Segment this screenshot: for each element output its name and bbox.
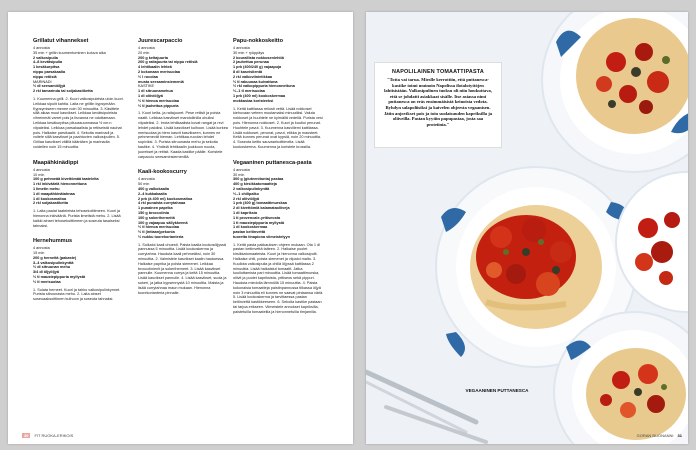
recipe-servings: 4 annosta [33,246,50,251]
ingredient: ½–1 chilipalko [233,191,259,196]
ingredient: 2 jauhettua perunaa [233,60,269,65]
ingredient: ½ dl sitruunan mehu [33,265,71,270]
ingredient: 3/4 dl öljyöljyä [33,270,59,275]
recipe-title: Grillatut vihannekset [33,38,89,44]
ingredient: 1 prk (400 ml) kookoskermaa [233,93,286,98]
ingredient: tuoretta tinapiona viimeistelyyn [233,234,290,239]
recipe-time: 50 min [138,182,150,187]
ingredient: nippu retiisiä [33,74,57,79]
ingredient: 1 dl kookosmaitoa [33,196,67,201]
ingredient: ½ dl seesamiöljyä [33,84,66,89]
photographer-name: GORAN BUONANNI [636,433,674,438]
recipe-servings: 4 annosta [233,46,250,50]
ingredient: ½ tl rakuunaa kuivattuna [233,79,278,84]
right-page [366,12,688,444]
ingredient: ½ rkl valkopippuria hienonnettuna [233,84,295,89]
ingredient: ½ l rucolaa [138,74,158,79]
recipe-title: Vegaaninen puttanesca-pasta [233,159,312,166]
ingredient: 400 g valkokaalia [138,186,170,191]
ingredient: 8 dl kasvislientä [233,69,263,74]
page-folio-right [637,433,682,438]
recipe-hernehummus [33,238,125,302]
recipe-title: Kaali-kookoscurry [138,169,187,176]
ingredient: ½–1 tl merisuolaa [233,89,265,94]
recipe-column-1 [33,38,125,438]
recipe-servings: 4 annosta [138,177,155,182]
recipe-column-2 [138,38,230,438]
recipe-time: 15 min [33,251,45,256]
recipe-title: Papu-nokkoskeitto [233,38,284,44]
recipe-method: 1. Suikaloi kaali ohuesti. Paista kaalia kookosöljyssä pannussa 5 minuuttia. Lisää kookoskerma ja currytahna. Hauduta kaali pehmeäksi, noin 30 minuuttia. 2. Valmistele kasvikset kaalin hautuessa. Halkaise paprika ja poista siemenet. Leikkaa broccolinienit ja sokeriherneet. 3. Lisää kasvikset pannulle. Kuumenna currya ja keitä 15 minuuttia. Lisää kasvikset pannulle. 4. Lisää kasvikset, suola ja sokeri, ja jatka kypsennystä 10 minuuttia. Maista ja lisää currytahnaa maun mukaan. Hienonna tuorekorianteria pinnalle. [138,242,227,295]
ingredient: 1 dl maapähkinätahnaa [33,191,75,196]
ingredient: 2 kokonaan merisuolaa [138,69,180,74]
ingredient-section-label: MARINADI [33,79,52,84]
ingredient: 2 valkosipulinkynttä [233,186,270,191]
ingredient: 200 g keltajuurta [138,55,168,60]
ingredient: 1 dl kapriksia [233,210,258,215]
recipe-title: Juurescarpaccio [138,38,183,44]
ingredient: 2 prk (à 400 ml) kookosmaitoa [138,196,193,201]
page-number: 31 [677,433,682,438]
ingredient: 2 rkl soijakastiketta [33,201,69,206]
ingredient: 100 g pehmeää kivettömää taateleita [33,177,99,182]
recipe-time: 35 min + grillin kuumentuminen kuluva aika [33,50,106,55]
ingredient: 2 valkosipulia [33,55,58,60]
ingredient: 1 dl kookoskermaa [233,225,268,230]
ingredient: 2–4 kukkakaalia [138,191,167,196]
recipe-time: 20 min [138,50,150,55]
ingredient: ½ tl maustepippuria myllystä [33,275,86,280]
ingredient: ½ tl jauhettua pippuria [138,103,179,108]
ingredient: 300 g (gluteenitonta) pastaa [233,177,284,182]
recipe-servings: 4 annosta [138,46,155,50]
recipe-juurescarpaccio [138,38,230,159]
ingredient: 1 dl sitruunamehua [138,89,173,94]
recipe-method: 1. Keitä pasta pakkauksen ohjeen mukaan. Ota 1 dl pastan keitinvettä talteen. 2. Halkaise puolet kirsikkatomaateista. Kuori ja hienonna valkosipulit. Halkaise chili, poista siemenet ja viipaloi malto. 3. Kuullota valkosipulia ja chiliä öljyssä kattilassa 2 minuuttia. Lisää halkaistut tomaatit. Jatka kuullottamista pari minuuttia. Lisää tomaattimurska, oliivit ja puolet kapriksista, yrttiseos sekä pippuri. Hauduta miedolla lämmöllä 15 minuuttia. 4. Paista kokonaisia tomaatteja paistinpannussa tilkassa öljyä noin 3 minuuttia eli kunnes ne saavat pintaansa väriä. 5. Lisää kookoskerma ja tarvittaessa pastan keitinvettä kastikkeeseen. 6. Sekoita kastike pastaan tai tarjoa erikseen. Viimeistele annokset kapriksilla, paistetuilla tomaateilla ja hienonnetuilla timjamilla. [233,242,324,314]
recipe-maapahkinadippi [33,160,125,229]
recipe-vegaaninen-puttanesca [233,160,325,315]
ingredient-section-label: KASTIKE [138,84,155,89]
recipe-time: 30 min [233,172,245,177]
ingredient: 1 dl oliiviöljyä [138,93,163,98]
recipe-method: 1. Kuori kelta- ja raitajuuret. Pese retiisit ja poista naatit. Leikkaa kasvikset mandoliinilla ohuiksi viipaleiksi. 2. Irrota lehtikaalista kovat rangat ja revi lehdet paloiksi. Lisää kasvikset kulhoon. Lisää korkea merisuolaa ja hiero kasvit kasvikseen, kunnes ne pehmenevät hieman. Lehtikaa-rucolan lehdet sopiviksi. 3. Purista sitruunasta mehu ja sekoita kastike. 4. Yhdistä lehtikaalin joukkoon rucola, juurekset ja retiisit. Kaada kastike päälle. Koristele carpaccio seesaminsiemenillä. [138,111,228,159]
ingredient: 2 rkl valkoviinietikkaa [233,74,273,79]
ingredient: 150 g broccolinia [138,210,170,215]
page-folio-left [22,433,73,438]
ingredient: 400 g kirsikkatomaatteja [233,182,277,187]
recipe-column-3 [233,38,325,438]
recipe-method: 1. Laita paalat taateleista tehosekoittimeen. Kuori ja hienonna inkivääriä. Purista limetistä mehu. 2. Lisää kaikki ainset tehosekoittimeen ja soseuta tasaiseksi tahnaksi. [33,209,121,228]
ingredient: 1 punainen paprika [138,206,173,211]
recipe-method: 1. Kuumenna grilli. 2. Kuori valkosipuleista uloin kuori. Leikkaa sipulit kahtia. Laita ne grilliin kypsymään. Kypsymiseen menee noin 30 minuuttia. 3. Käsittele sillä aikaa muut kasvikset. Leikkaa kevätsipuleista vihreinmät varret pois ja lisvanna ne odottamaan. Leikkaa kesäkurpitsa pituussuunnassa ½ cm:n viipaleiksi. Leikkaa parsakaalista ja retiiseistä nauhat pois. Halkaise parsikaalit. 4. Sekoita marinadi ja voitele sillä kasvikset ja paahtuvien valkosipulien. 5. Grillaa kasvikset välillä kääntäen ja marinadia voidellen noin 15 minuuttia. [33,96,124,149]
ingredient: 4 lehtikaalin lehteä [138,65,172,70]
intro-callout [374,62,502,148]
ingredient: 1 rkl inkivääriä hienonnettuna [33,182,87,187]
ingredient: ½ tl hienoa merisuolaa [138,98,179,103]
ingredient: 200 g herneitä (pakaste) [33,255,77,260]
ingredient: 3–4 valkosipulinkynttä [33,260,74,265]
ingredient: 4 rkl punaista currytahnaa [138,201,186,206]
section-name: FIT RUOKA-ERIKOIS [34,433,74,438]
callout-text: "Totta vai tarua. Mieslle kerrottiin, että puttanesca-kastike toimi muinoin Napolissa ilotalotyttöjen lahtisistään. Valkosipulinen tuoksu oli niin houkuttava, että se johdatti asiakkaat sisälle. Itse asiassa nimi puttanesca on eräs ensimmäisistä keinoista vedota. Ryhdyn salapoliisiksi ja kaivelen ohjeesta vegaanisen. Jätin anjovikset pois ja toin suolaisuuden kapriksilla ja oliiveilla. Pastan kyytiin papupastaa, josta saa proteiinia." [383,77,493,127]
ingredient: 100 g sokeriherneitä [138,215,175,220]
recipe-papu-nokkoskeitto [233,38,325,150]
photo-caption: VEGAANINEN PUTTANESCA [465,388,529,393]
recipe-title: Hernehummus [33,238,73,245]
recipe-title: Maapähkinädippi [33,159,79,166]
recipe-servings: 4 annosta [33,167,50,172]
recipe-servings: 4 annosta [33,46,50,50]
ingredient: 1 limetin mehu [33,186,60,191]
ingredient: 4–8 kevätsipulia [33,60,63,65]
ingredient: 2 dl kivettömiä kalamataoliiveja [233,206,290,211]
recipe-servings: 4 annosta [233,167,250,172]
ingredient: ½ tl merisuolaa [33,279,61,284]
ingredient: ½ tl (intiaan)pekonia [138,230,175,235]
ingredient: 2 rkl tamarinda tai soijakastiketta [33,89,93,94]
ingredient: 2 rkl oliiviöljyä [233,196,260,201]
ingredient: 1 tl maustepippuria myllystä [233,220,285,225]
plate-top-right [542,12,688,172]
recipe-grillatut-vihannekset [33,38,125,150]
recipe-time: 30 min + ryöppäys [233,50,265,55]
left-page [8,12,353,444]
recipe-method: 1. Sulata herneet. Kuori ja tahko valkosipulinkynnet. Purista sitruunasta mehu. 2. Laita ainset soseuaaksoittimen kulhoon ja soseuta tahnaksi. [33,287,121,302]
ingredient: 200 g raitajuurta tai nippu retiisiä [138,60,198,65]
recipe-time: 10 min [33,172,45,177]
ingredient: mokkasiaa koristeeksi [233,98,274,103]
ingredient: pastan keitinvettä [233,230,266,235]
ingredient: 100 g vajaapuu säilykkeenä [138,220,188,225]
recipe-kaali-kookoscurry [138,169,230,295]
ingredient: 1 prk (400 g) tomaattimurskaa [233,201,287,206]
ingredient: musta seesaminsiemeniä [138,79,184,84]
fork-icon [366,372,486,442]
recipe-method: 1. Keitä kattilassa reilusti vettä. Lisää nokkoset kiehuvaan veteen muutamaksi minuutiksi. Valuta nokkoset ja huuhtele ne kylmällä vedellä. Purista vesi pois. Hienonna nokkoset. 2. Kuori ja kuutioi perunat. Huuhtele pavut. 3. Kuumenna kasviliemi kattilassa. Lisää nokkoset, perunat, pavut, etikka ja mausteet. Keitä kunnes perunat ovat kypsiä, noin 20 minuuttia. 4. Soseuta keitto sauvasekoittimella. Lisää kookoskerma. Kuumenna ja koristele krossilla. [233,106,323,149]
page-number: 30 [24,433,29,438]
ingredient: ½ nukku tuorekorianteria [138,234,184,239]
ingredient: 1 kesäkurpitsa [33,65,60,70]
ingredient: 1 tl provencale-yrttiseosta [233,215,281,220]
callout-title: NAPOLILAINEN TOMAATTIPASTA [392,69,484,75]
ingredient: 2 kourallista nokkosenlehtiä [233,55,284,60]
ingredient: nippu parsakaalia [33,69,66,74]
ingredient: ½ tl hienoa merisuolaa [138,225,179,230]
ingredient: 1 prk (400/240 g) vajaapuja [233,65,282,70]
